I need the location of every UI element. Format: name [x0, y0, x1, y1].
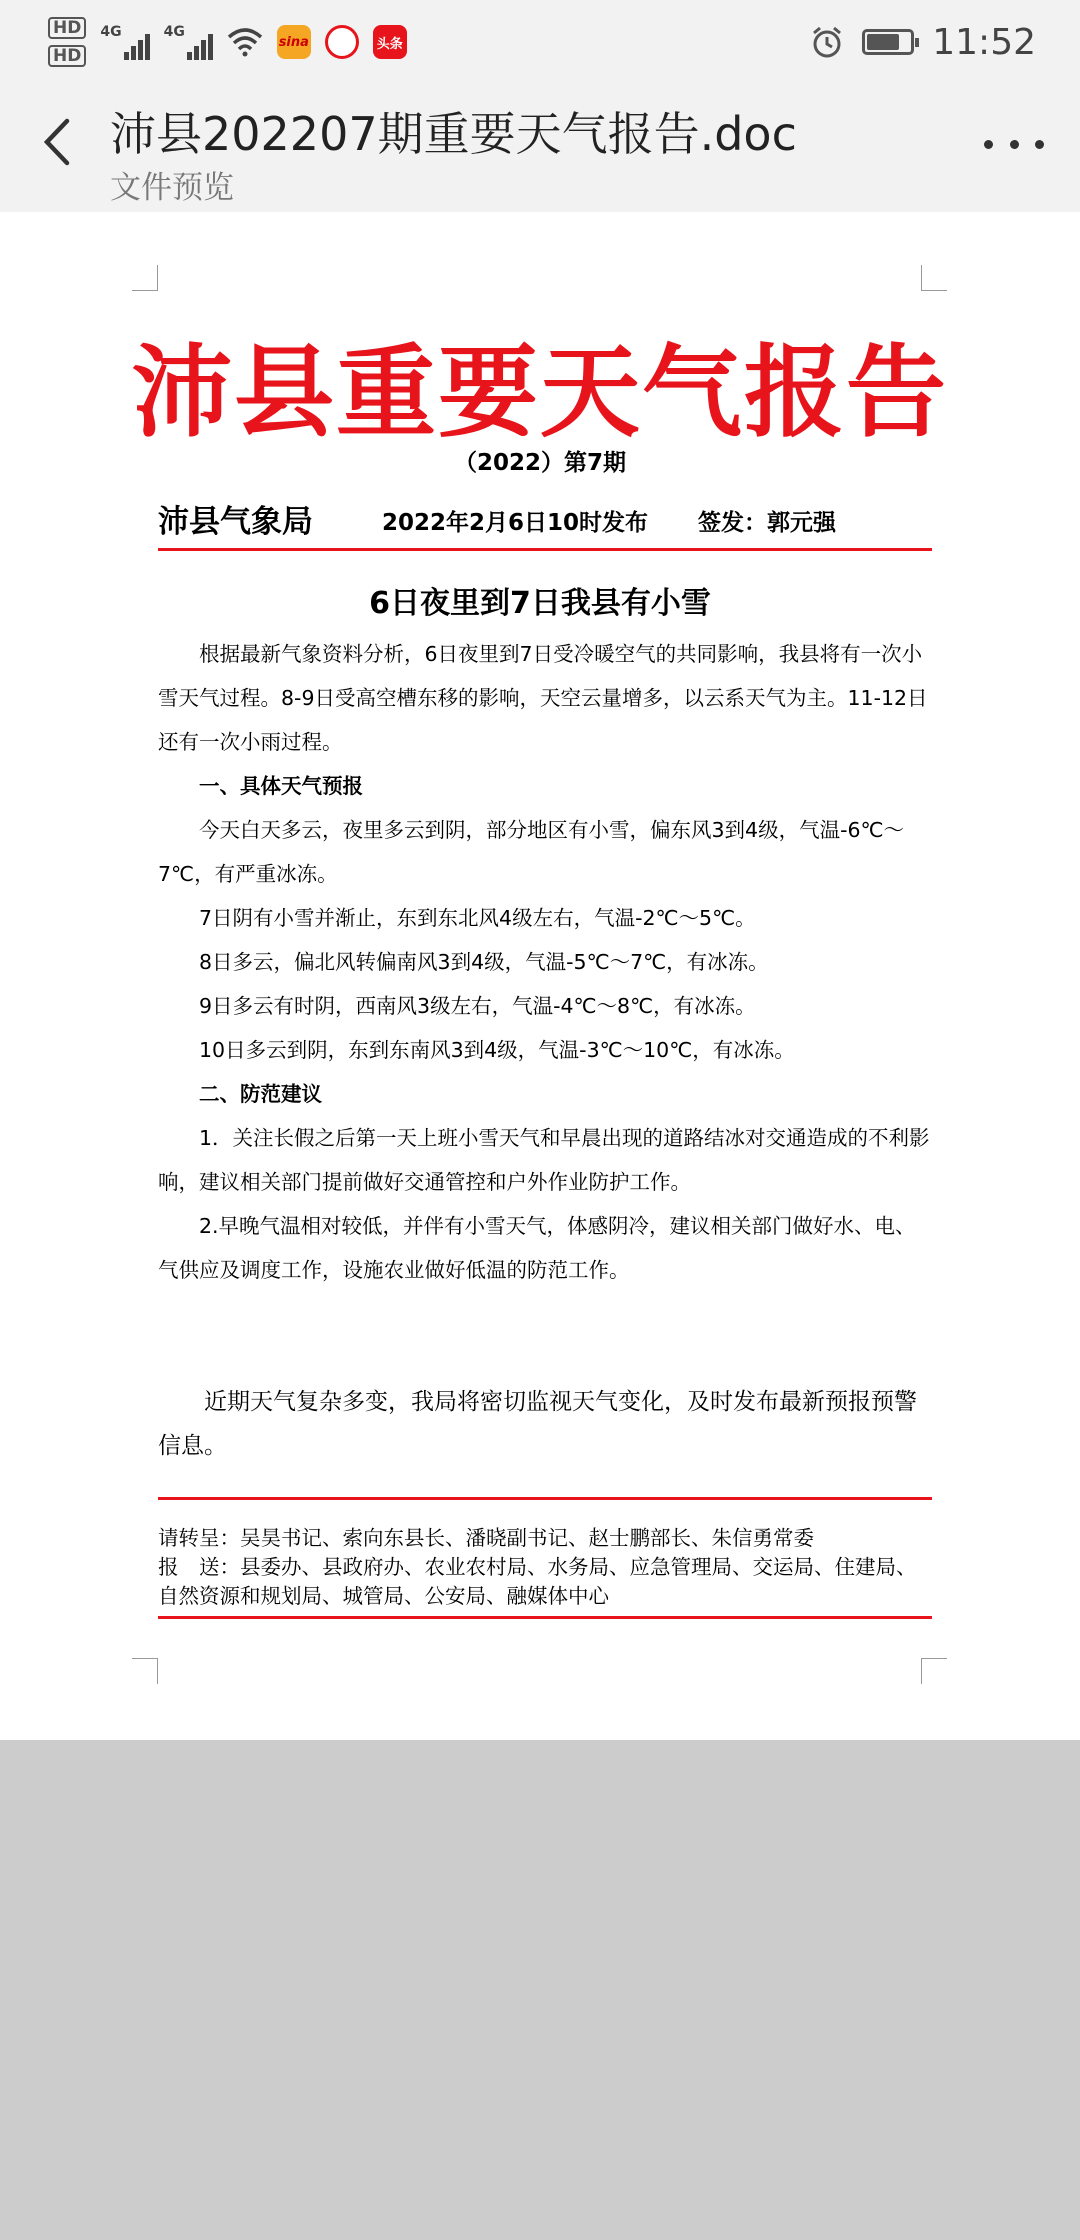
- report-body: [158, 632, 932, 1468]
- sina-app-icon: sina: [277, 25, 311, 59]
- crop-mark-bottom-left: [132, 1658, 158, 1684]
- more-dot-icon: [984, 140, 993, 149]
- issue-date: 2022年2月6日10时发布: [382, 510, 649, 536]
- alarm-clock-icon: [810, 25, 844, 59]
- crop-mark-top-left: [132, 265, 158, 291]
- crop-mark-bottom-right: [921, 1658, 947, 1684]
- weibo-app-icon: [325, 25, 359, 59]
- file-title: 沛县202207期重要天气报告.doc: [110, 107, 797, 161]
- status-right: [810, 12, 1036, 72]
- document-title: 沛县重要天气报告: [132, 334, 948, 451]
- paragraph: 7日阴有小雪并渐止，东到东北风4级左右，气温-2℃～5℃。: [199, 906, 756, 930]
- hd-sim2-badge: HD: [48, 45, 86, 67]
- paragraph: 2.早晚气温相对较低，并伴有小雪天气，体感阴冷，建议相关部门做好水、电、气供应及调度工作，设施农业做好低温的防范工作。: [158, 1214, 916, 1282]
- red-divider: [158, 1616, 932, 1619]
- paragraph: 8日多云，偏北风转偏南风3到4级，气温-5℃～7℃，有冰冻。: [199, 950, 769, 974]
- paragraph: 9日多云有时阴，西南风3级左右，气温-4℃～8℃，有冰冻。: [199, 994, 756, 1018]
- more-dot-icon: [1035, 140, 1044, 149]
- paragraph: 1．关注长假之后第一天上班小雪天气和早晨出现的道路结冰对交通造成的不利影响，建议相关部门提前做好交通管控和户外作业防护工作。: [158, 1126, 930, 1194]
- report-headline: 6日夜里到7日我县有小雪: [369, 586, 711, 621]
- cc-recipients: 请转呈：吴昊书记、索向东县长、潘晓副书记、赵士鹏部长、朱信勇常委: [158, 1526, 814, 1550]
- red-divider: [158, 1497, 932, 1500]
- status-left: [48, 12, 407, 72]
- issuing-org: 沛县气象局: [158, 504, 313, 540]
- battery-fill: [867, 34, 899, 50]
- cc-departments: 报 送：县委办、县政府办、农业农村局、水务局、应急管理局、交运局、住建局、自然资源和规划局、城管局、公安局、融媒体中心: [158, 1555, 917, 1608]
- wifi-icon: [227, 27, 263, 57]
- more-options-button[interactable]: [984, 124, 1044, 164]
- document-meta: [158, 496, 932, 546]
- signer: 签发：郭元强: [698, 510, 836, 536]
- back-button[interactable]: [36, 112, 76, 172]
- battery-icon: [862, 29, 914, 55]
- file-subtitle: 文件预览: [110, 170, 234, 206]
- status-time: 11:52: [932, 21, 1036, 63]
- crop-mark-top-right: [921, 265, 947, 291]
- paragraph: 根据最新气象资料分析，6日夜里到7日受冷暖空气的共同影响，我县将有一次小雪天气过程。8-9日受高空槽东移的影响，天空云量增多，以云系天气为主。11-12日还有一次小雨过程。: [158, 642, 928, 754]
- signal-sim2-icon: [164, 24, 213, 60]
- toutiao-app-icon: 头条: [373, 25, 407, 59]
- issue-number: （2022）第7期: [453, 450, 627, 476]
- hd-sim1-badge: HD: [48, 17, 86, 39]
- distribution-list: [158, 1524, 932, 1611]
- signal-sim1-icon: [100, 24, 149, 60]
- section-heading: 一、具体天气预报: [199, 774, 363, 798]
- empty-preview-area: [0, 1740, 1080, 2240]
- document-page[interactable]: [0, 212, 1080, 1740]
- red-divider: [158, 548, 932, 551]
- section-heading: 二、防范建议: [199, 1082, 322, 1106]
- app-header: [0, 80, 1080, 212]
- status-bar: [0, 0, 1080, 80]
- network-type-1: 4G: [100, 24, 122, 40]
- chevron-left-icon: [41, 117, 71, 167]
- more-dot-icon: [1010, 140, 1019, 149]
- network-type-2: 4G: [163, 24, 185, 40]
- paragraph: 今天白天多云，夜里多云到阴，部分地区有小雪，偏东风3到4级，气温-6℃～7℃，有严重冰冻。: [158, 818, 905, 886]
- closing-paragraph: 近期天气复杂多变，我局将密切监视天气变化，及时发布最新预报预警信息。: [158, 1389, 917, 1459]
- sim-indicators: [48, 17, 86, 67]
- paragraph: 10日多云到阴，东到东南风3到4级，气温-3℃～10℃，有冰冻。: [199, 1038, 795, 1062]
